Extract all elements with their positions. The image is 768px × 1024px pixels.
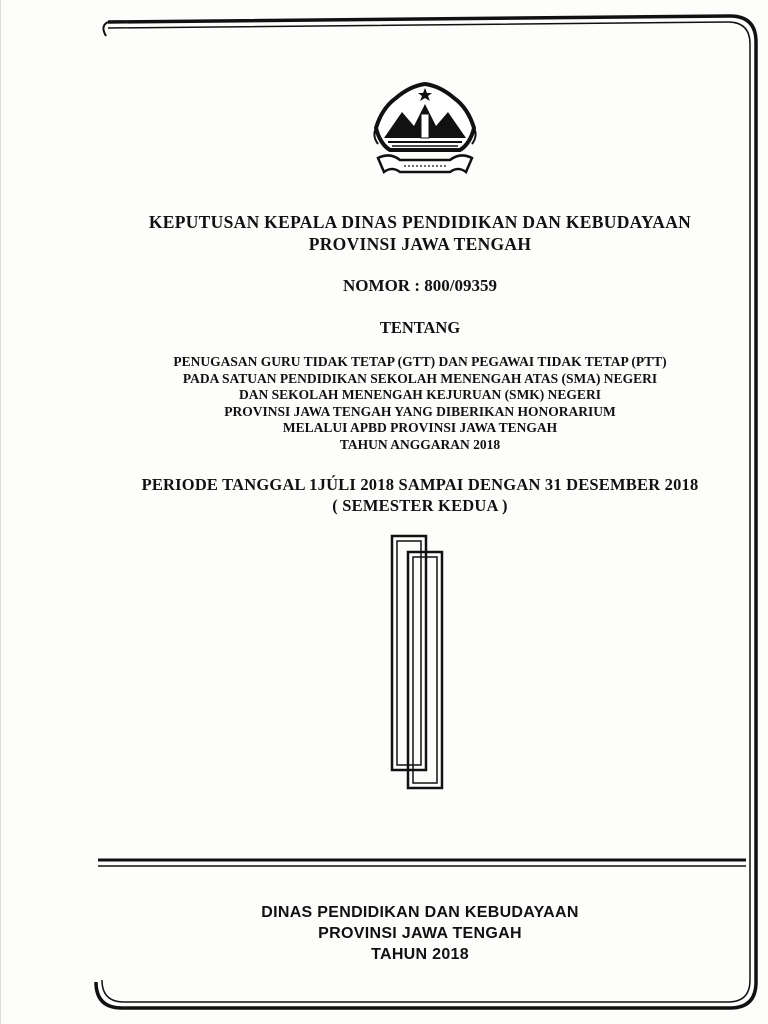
title-line-2: PROVINSI JAWA TENGAH (308, 234, 532, 254)
issuer-footer (100, 902, 740, 965)
subject-line: MELALUI APBD PROVINSI JAWA TENGAH (282, 420, 558, 435)
subject-line: PROVINSI JAWA TENGAH YANG DIBERIKAN HONORARIUM (224, 403, 616, 419)
semester-line: ( SEMESTER KEDUA ) (332, 496, 508, 515)
title-line-1: KEPUTUSAN KEPALA DINAS PENDIDIKAN DAN KEBUDAYAAN (148, 212, 692, 232)
tentang-heading: TENTANG (379, 318, 461, 337)
period-line: PERIODE TANGGAL 1JÚLI 2018 SAMPAI DENGAN 31 DESEMBER 2018 (141, 475, 699, 494)
tentang-block (100, 317, 740, 339)
footer-line-province: PROVINSI JAWA TENGAH (318, 925, 522, 942)
decree-subject (100, 354, 740, 453)
decree-number: NOMOR : 800/09359 (343, 276, 497, 295)
decree-number-block (100, 275, 740, 297)
decorative-bracket-ornament (388, 534, 448, 792)
decree-title (100, 211, 740, 255)
subject-line: PADA SATUAN PENDIDIKAN SEKOLAH MENENGAH ATAS (SMA) NEGERI (182, 370, 658, 386)
subject-line: PENUGASAN GURU TIDAK TETAP (GTT) DAN PEGAWAI TIDAK TETAP (PTT) (173, 354, 667, 369)
footer-line-year: TAHUN 2018 (371, 946, 469, 963)
central-java-province-emblem-icon (370, 76, 480, 186)
subject-line: DAN SEKOLAH MENENGAH KEJURUAN (SMK) NEGERI (239, 387, 601, 402)
footer-line-institution: DINAS PENDIDIKAN DAN KEBUDAYAAN (261, 904, 579, 921)
subject-line: TAHUN ANGGARAN 2018 (339, 436, 501, 452)
period-block (100, 474, 740, 516)
